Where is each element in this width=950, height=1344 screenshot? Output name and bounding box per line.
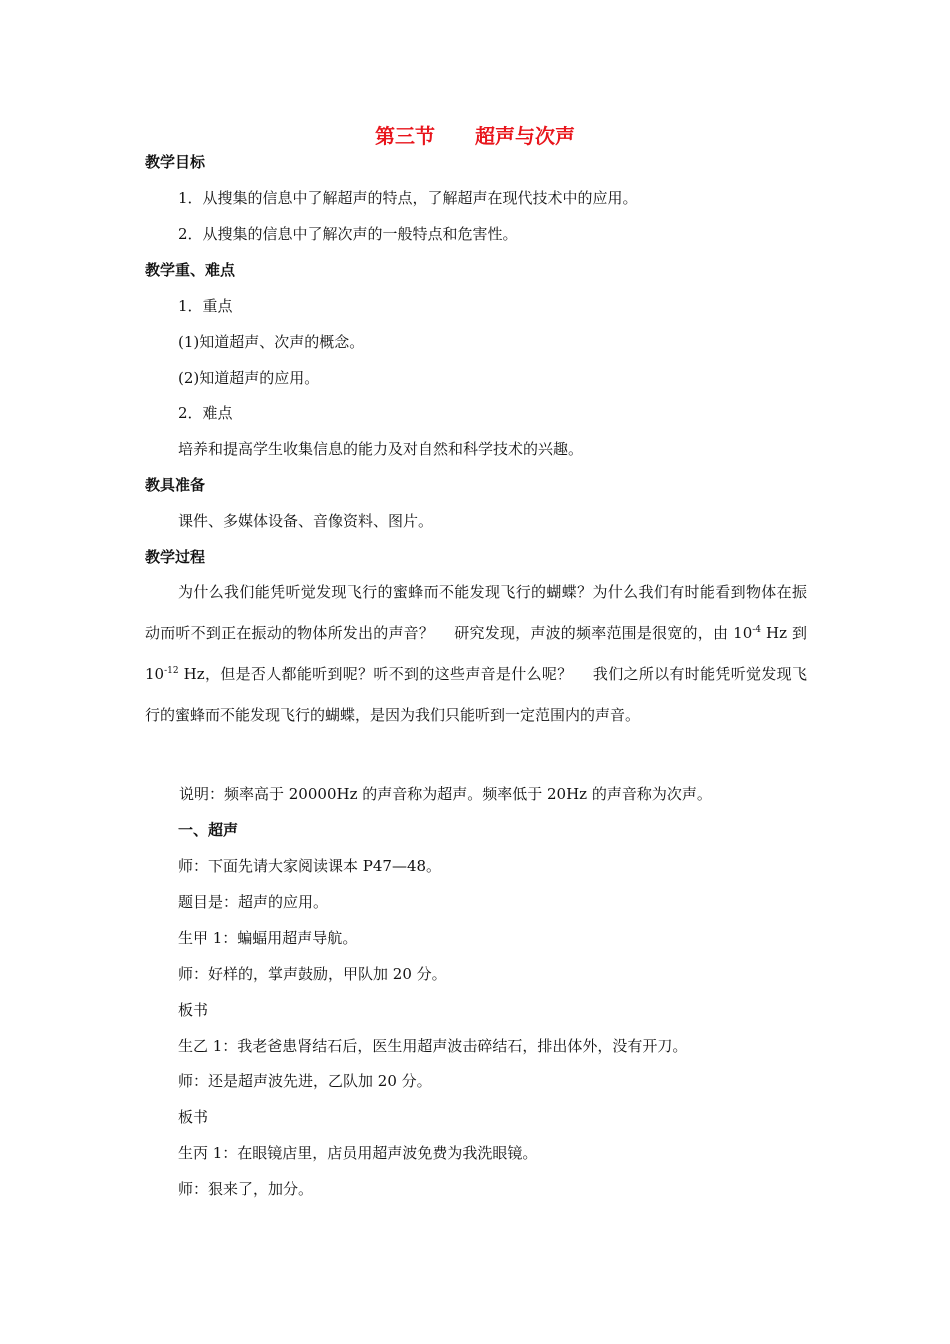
key-point-line: (1)知道超声、次声的概念。 (178, 333, 365, 351)
dialogue-line: 师：还是超声波先进，乙队加 20 分。 (178, 1072, 432, 1090)
exponent: -12 (164, 666, 179, 676)
section-heading: 教具准备 (145, 476, 206, 494)
objective-item: 1．从搜集的信息中了解超声的特点，了解超声在现代技术中的应用。 (178, 189, 638, 207)
section-heading: 一、超声 (178, 821, 239, 839)
dialogue-line: 板书 (178, 1001, 209, 1019)
paragraph-text: Hz，但是否人都能听到呢？听不到的这些声音是什么呢？ 我们之所以有时能凭听觉发现飞行的蜜蜂而不能发现飞行的蝴蝶，是因为我们只能听到一定范围内的声音。 (145, 665, 807, 724)
section-heading: 教学重、难点 (145, 261, 236, 279)
section-heading: 教学过程 (145, 548, 206, 566)
dialogue-line: 生甲 1：蝙蝠用超声导航。 (178, 929, 358, 947)
key-points-heading (145, 260, 807, 280)
objectives-heading (145, 152, 807, 172)
dialogue-line: 师：下面先请大家阅读课本 P47—48。 (178, 857, 442, 875)
dialogue-line: 师：狠来了，加分。 (178, 1180, 314, 1198)
dialogue-line: 师：好样的，掌声鼓励，甲队加 20 分。 (178, 965, 447, 983)
key-point-line: (2)知道超声的应用。 (178, 369, 320, 387)
process-paragraph (145, 572, 807, 736)
dialogue-line: 生乙 1：我老爸患肾结石后，医生用超声波击碎结石，排出体外，没有开刀。 (178, 1037, 688, 1055)
note-text: 说明：频率高于 20000Hz 的声音称为超声。频率低于 20Hz 的声音称为次声。 (179, 785, 712, 803)
objective-item: 2．从搜集的信息中了解次声的一般特点和危害性。 (178, 225, 518, 243)
dialogue-line: 板书 (178, 1108, 209, 1126)
section-heading: 教学目标 (145, 153, 206, 171)
key-point-line: 培养和提高学生收集信息的能力及对自然和科学技术的兴趣。 (178, 440, 584, 458)
dialogue-line: 题目是：超声的应用。 (178, 893, 329, 911)
key-point-line: 1．重点 (178, 297, 233, 315)
ultrasound-heading (145, 820, 840, 840)
document-title: 第三节 超声与次声 (375, 124, 575, 148)
paragraph-text: 为什么我们能凭听觉发现飞行的蜜蜂而不能发现飞行的蝴蝶？为什么我们有时能看到物体在振动而听不到正在振动的物体所发出的声音？ 研究发现，声波的频率范围是很宽的，由 10 (145, 583, 807, 642)
dialogue-line: 生丙 1：在眼镜店里，店员用超声波免费为我洗眼镜。 (178, 1144, 538, 1162)
process-heading (145, 547, 807, 567)
paragraph-text: Hz 到 10 (145, 624, 807, 683)
key-point-line: 2．难点 (178, 404, 233, 422)
materials-heading (145, 475, 807, 495)
materials-text: 课件、多媒体设备、音像资料、图片。 (178, 512, 434, 530)
exponent: -4 (752, 625, 762, 635)
